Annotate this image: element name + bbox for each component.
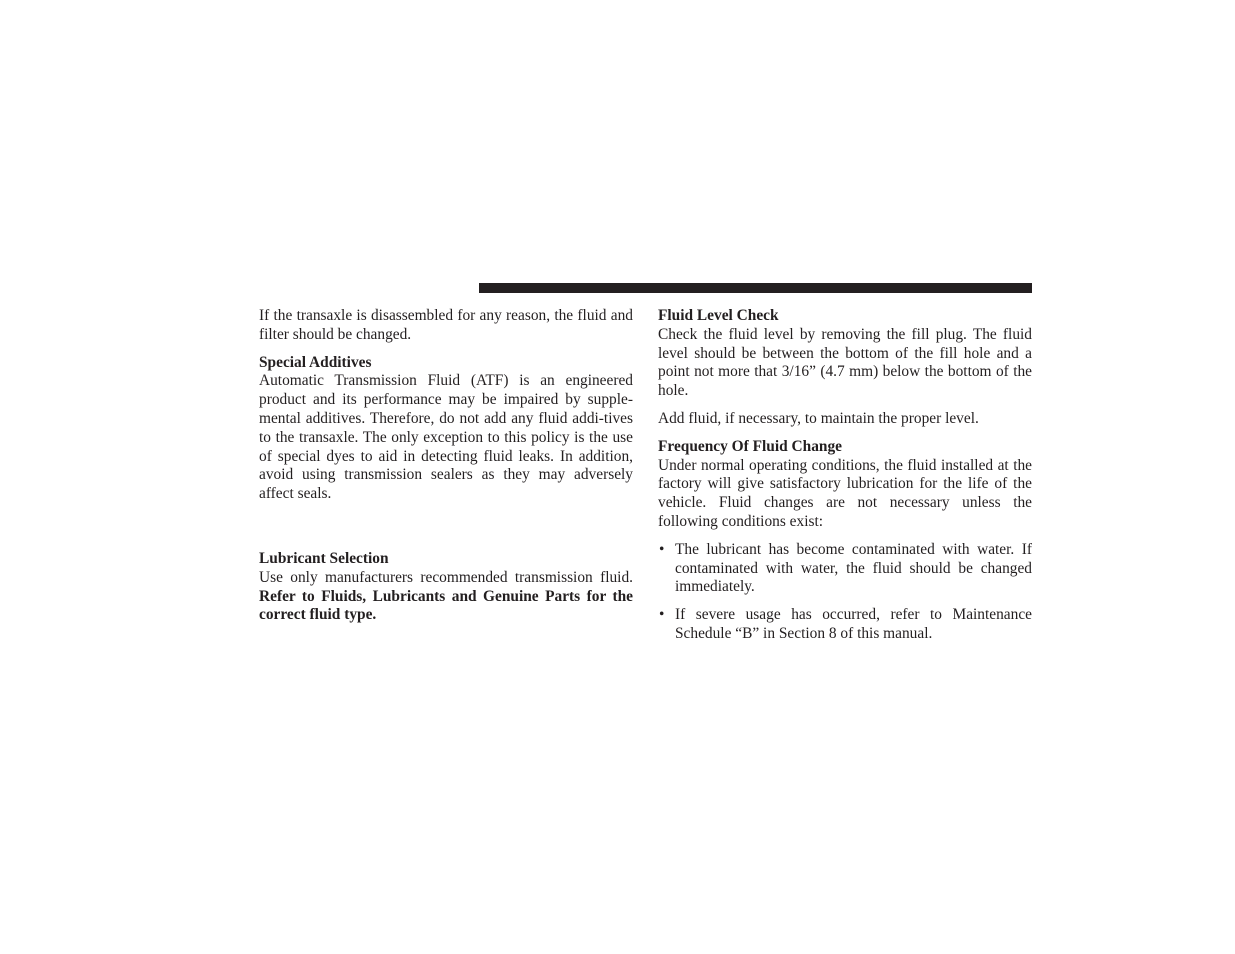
list-item-text: The lubricant has become contaminated with water. If contaminated with water, the fluid should be changed immediately. <box>675 540 1032 596</box>
list-item <box>658 541 1032 597</box>
spacer <box>259 513 633 550</box>
frequency-section <box>658 438 1032 532</box>
conditions-list <box>658 541 1032 644</box>
list-item <box>658 606 1032 644</box>
frequency-body: Under normal operating conditions, the fluid installed at the factory will give satisfactory lubrication for the life of the vehicle. Fluid changes are not necessary unless the following conditions exist: <box>658 456 1032 530</box>
bullet-icon: • <box>659 540 665 558</box>
lubricant-selection-section <box>259 550 633 625</box>
lubricant-selection-reference: Refer to Fluids, Lubricants and Genuine Parts for the correct fluid type. <box>259 587 633 624</box>
fluid-level-check-section <box>658 307 1032 401</box>
lubricant-selection-body: Use only manufacturers recommended transmission fluid. <box>259 568 633 586</box>
bullet-icon: • <box>659 606 665 624</box>
right-column <box>658 307 1032 653</box>
add-fluid-paragraph: Add fluid, if necessary, to maintain the proper level. <box>658 409 979 427</box>
lubricant-selection-heading: Lubricant Selection <box>259 549 389 567</box>
intro-paragraph: If the transaxle is disassembled for any reason, the fluid and filter should be changed. <box>259 307 633 343</box>
fluid-level-check-body: Check the fluid level by removing the fill plug. The fluid level should be between the bottom of the fill hole and a point not more that 3/16” (4.7 mm) below the bottom of the hole. <box>658 325 1032 400</box>
fluid-level-check-heading: Fluid Level Check <box>658 307 779 324</box>
special-additives-heading: Special Additives <box>259 353 372 371</box>
list-item-text: If severe usage has occurred, refer to Maintenance Schedule “B” in Section 8 of this manual. <box>675 606 1032 642</box>
special-additives-section <box>259 354 633 504</box>
frequency-heading: Frequency Of Fluid Change <box>658 437 842 455</box>
special-additives-body: Automatic Transmission Fluid (ATF) is an engineered product and its performance may be impaired by supple-mental additives. Therefore, do not add any fluid addi-tives to the transaxle. The only exception to this policy is the use of special dyes to aid in detecting fluid leaks. In addition, avoid using transmission sealers as they may adversely affect seals. <box>259 372 633 503</box>
section-header-rule <box>479 283 1032 293</box>
left-column <box>259 307 633 634</box>
